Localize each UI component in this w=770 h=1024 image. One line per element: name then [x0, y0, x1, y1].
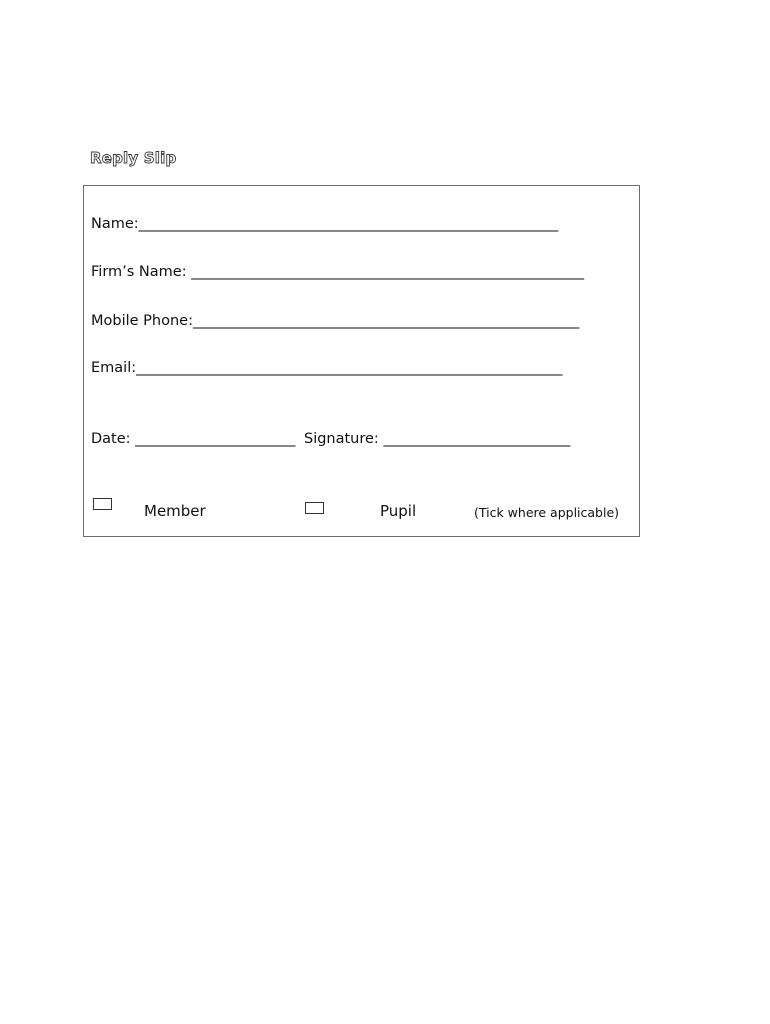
signature-label: Signature:: [294, 431, 384, 447]
email-field[interactable]: [91, 360, 562, 376]
signature-blank[interactable]: ____________________________: [383, 431, 570, 447]
date-label: Date:: [91, 431, 136, 447]
member-checkbox[interactable]: [93, 498, 112, 510]
mobile-phone-label: Mobile Phone:: [91, 313, 193, 329]
firm-name-label: Firm’s Name:: [91, 264, 192, 280]
firm-name-blank[interactable]: ___________________________________________________________: [191, 264, 584, 280]
date-signature-row: [91, 431, 570, 447]
tick-note: (Tick where applicable): [474, 505, 620, 520]
reply-slip-form: [83, 185, 640, 537]
name-label: Name:: [91, 216, 139, 232]
pupil-label: Pupil: [380, 502, 417, 520]
name-field[interactable]: [91, 216, 558, 232]
date-blank[interactable]: ________________________: [135, 431, 295, 447]
firm-name-field[interactable]: [91, 264, 584, 280]
name-blank[interactable]: _______________________________________________________________: [138, 216, 558, 232]
member-label: Member: [144, 502, 206, 520]
reply-slip-title: Reply Slip: [90, 149, 177, 167]
mobile-phone-blank[interactable]: __________________________________________________________: [192, 313, 579, 329]
email-blank[interactable]: ________________________________________________________________: [136, 360, 562, 376]
pupil-checkbox[interactable]: [305, 502, 324, 514]
email-label: Email:: [91, 360, 137, 376]
mobile-phone-field[interactable]: [91, 313, 579, 329]
